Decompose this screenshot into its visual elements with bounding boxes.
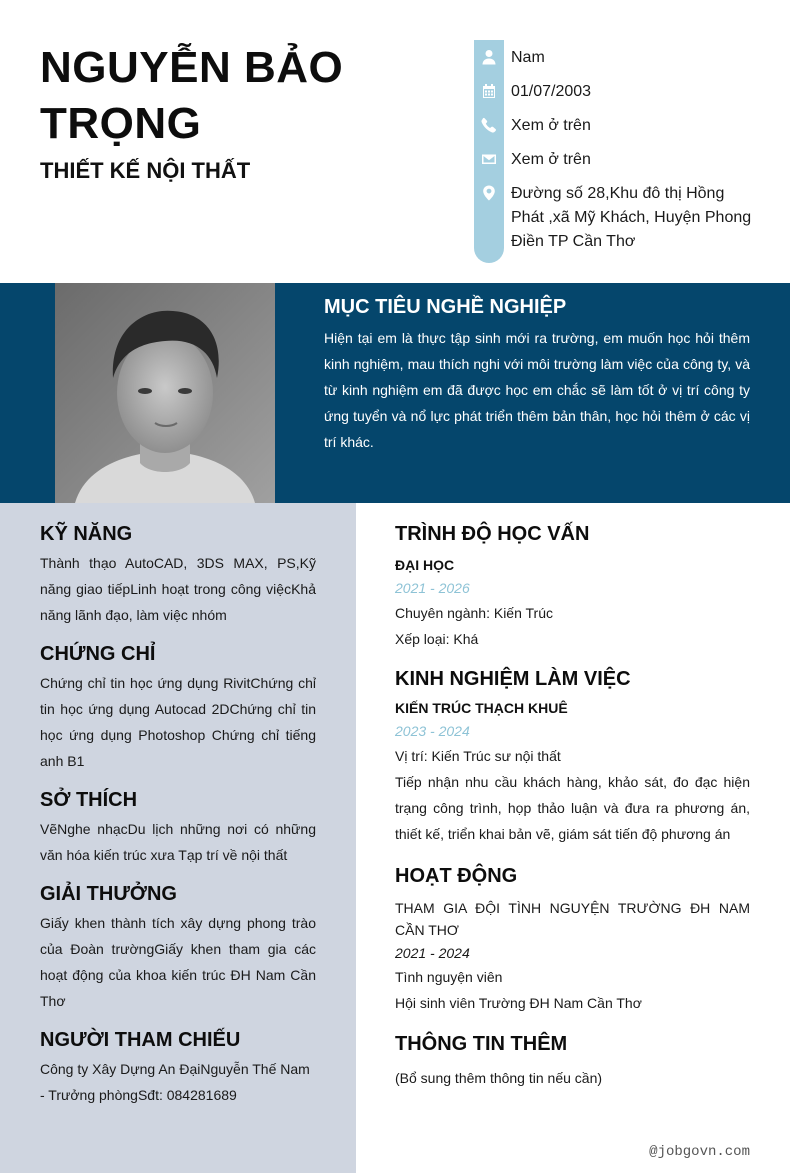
watermark: @jobgovn.com — [649, 1144, 750, 1160]
additional-section — [395, 1031, 750, 1091]
experience-section — [395, 666, 750, 847]
contact-email-text: Xem ở trên — [511, 151, 591, 168]
profile-photo — [55, 283, 275, 503]
activities-title: HOẠT ĐỘNG — [395, 865, 518, 887]
job-title: THIẾT KẾ NỘI THẤT — [40, 158, 251, 183]
objective-title: MỤC TIÊU NGHỀ NGHIỆP — [324, 296, 567, 318]
education-period: 2021 - 2026 — [395, 580, 470, 596]
certificates-section — [40, 641, 316, 774]
references-title: NGƯỜI THAM CHIẾU — [40, 1029, 241, 1051]
location-pin-icon — [474, 176, 504, 210]
certificates-title: CHỨNG CHỈ — [40, 643, 156, 665]
hobbies-title: SỞ THÍCH — [40, 789, 138, 811]
hobbies-section — [40, 787, 316, 868]
person-icon — [474, 40, 504, 74]
candidate-name: NGUYỄN BẢO TRỌNG — [40, 43, 344, 148]
activities-name: THAM GIA ĐỘI TÌNH NGUYỆN TRƯỜNG ĐH NAM CẦN THƠ — [395, 900, 750, 938]
activities-org: Hội sinh viên Trường ĐH Nam Cần Thơ — [395, 995, 642, 1011]
skills-text: Thành thạo AutoCAD, 3DS MAX, PS,Kỹ năng giao tiếpLinh hoạt trong công việcKhả năng lãnh đạo, làm việc nhóm — [40, 555, 316, 623]
contact-phone-text: Xem ở trên — [511, 117, 591, 134]
additional-text: (Bổ sung thêm thông tin nếu cần) — [395, 1070, 603, 1086]
education-section — [395, 521, 750, 652]
education-school: ĐẠI HỌC — [395, 557, 455, 573]
skills-section — [40, 521, 316, 628]
experience-position: Vị trí: Kiến Trúc sư nội thất — [395, 748, 561, 764]
awards-section — [40, 881, 316, 1014]
awards-title: GIẢI THƯỞNG — [40, 883, 177, 905]
skills-title: KỸ NĂNG — [40, 523, 133, 545]
hobbies-text: VẽNghe nhạcDu lịch những nơi có những văn hóa kiến trúc xưa Tạp trí về nội thất — [40, 821, 316, 863]
experience-title: KINH NGHIỆM LÀM VIỆC — [395, 668, 631, 690]
activities-period: 2021 - 2024 — [395, 945, 470, 961]
experience-company: KIẾN TRÚC THẠCH KHUÊ — [395, 700, 568, 716]
calendar-icon — [474, 74, 504, 108]
contact-address-text: Đường số 28,Khu đô thị Hồng Phát ,xã Mỹ Khách, Huyện Phong Điền TP Cần Thơ — [511, 185, 752, 250]
experience-period: 2023 - 2024 — [395, 723, 470, 739]
additional-title: THÔNG TIN THÊM — [395, 1033, 568, 1055]
certificates-text: Chứng chỉ tin học ứng dụng RivitChứng chỉ tin học ứng dụng Autocad 2DChứng chỉ tin học ứng dụng Photoshop Chứng chỉ tiếng anh B1 — [40, 675, 316, 769]
references-text: Công ty Xây Dựng An ĐạiNguyễn Thế Nam - Trưởng phòngSđt: 084281689 — [40, 1061, 310, 1103]
experience-description: Tiếp nhận nhu cầu khách hàng, khảo sát, đo đạc hiện trạng công trình, họp thảo luận và đưa ra phương án, thiết kế, triển khai bản vẽ, giám sát tiến độ phương án — [395, 774, 750, 842]
contact-gender-text: Nam — [511, 49, 545, 66]
awards-text: Giấy khen thành tích xây dựng phong trào của Đoàn trườngGiấy khen tham gia các hoạt động của khoa kiến trúc ĐH Nam Cần Thơ — [40, 915, 316, 1009]
activities-role: Tình nguyện viên — [395, 969, 503, 985]
objective-text: Hiện tại em là thực tập sinh mới ra trường, em muốn học hỏi thêm kinh nghiệm, mau thích nghi với môi trường làm việc của công ty, và từ kinh nghiệm em đã được học em chắc sẽ làm tốt ở vị trí công ty ứng tuyển và nổ lực phát triển thêm bản thân, học hỏi thêm ở các vị trí khác. — [324, 330, 750, 450]
phone-icon — [474, 108, 504, 142]
education-rank: Xếp loại: Khá — [395, 631, 479, 647]
education-major: Chuyên ngành: Kiến Trúc — [395, 605, 553, 621]
mail-icon — [474, 142, 504, 176]
activities-section — [395, 863, 750, 1016]
education-title: TRÌNH ĐỘ HỌC VẤN — [395, 523, 590, 545]
references-section — [40, 1027, 316, 1108]
contact-birthday-text: 01/07/2003 — [511, 83, 592, 100]
